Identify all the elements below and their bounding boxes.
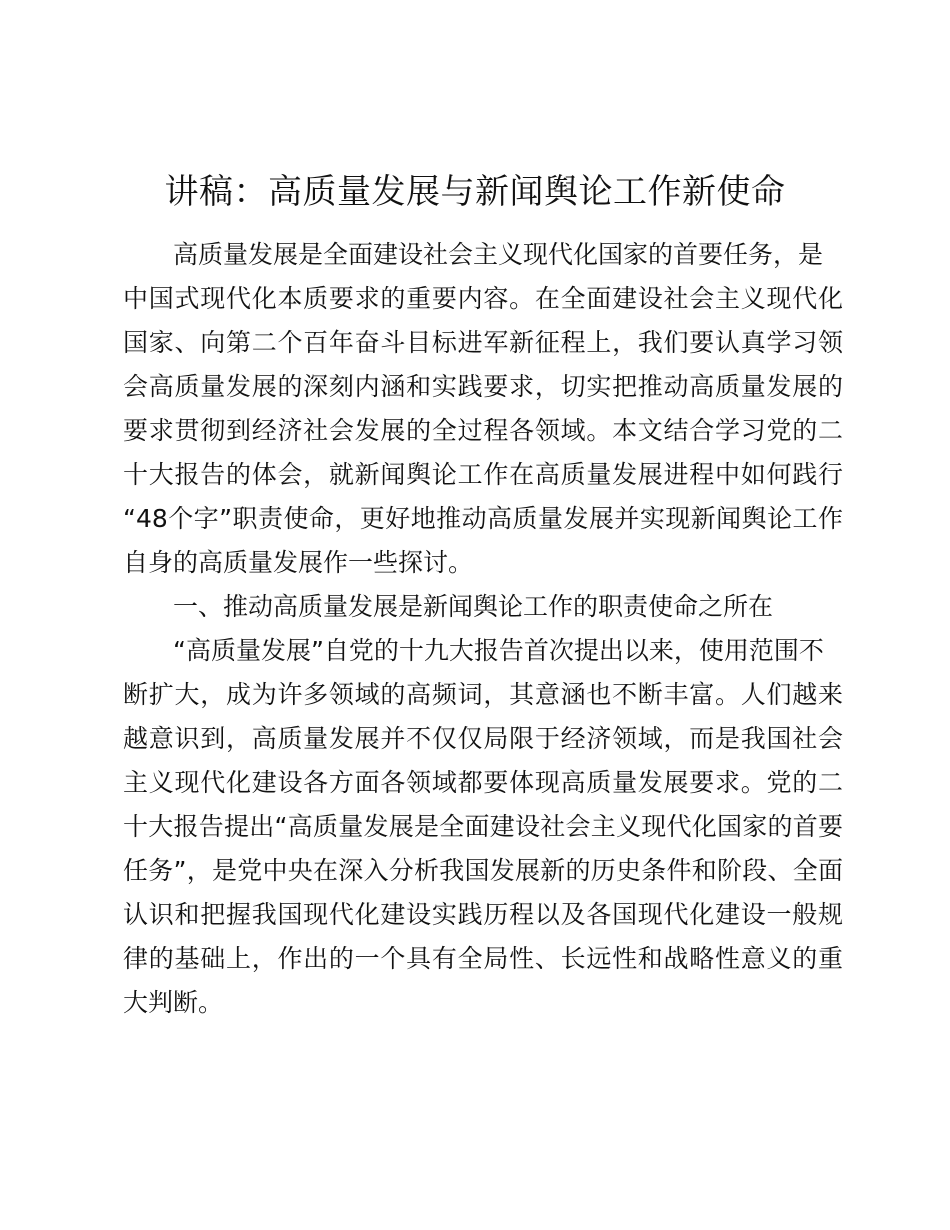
paragraph-line: 大判断。 [123, 988, 224, 1017]
paragraph-line: 十大报告的体会，就新闻舆论工作在高质量发展进程中如何践行 [123, 460, 843, 489]
paragraph-line: 十大报告提出“高质量发展是全面建设社会主义现代化国家的首要 [123, 812, 843, 841]
paragraph-line: 越意识到，高质量发展并不仅仅局限于经济领域，而是我国社会 [123, 724, 843, 753]
paragraph-line: 律的基础上，作出的一个具有全局性、长远性和战略性意义的重 [123, 944, 843, 973]
document-title: 讲稿：高质量发展与新闻舆论工作新使命 [164, 172, 786, 212]
paragraph-line: 任务”，是党中央在深入分析我国发展新的历史条件和阶段、全面 [123, 856, 843, 885]
paragraph-line: “48个字”职责使命，更好地推动高质量发展并实现新闻舆论工作 [123, 504, 843, 533]
paragraph-line: 中国式现代化本质要求的重要内容。在全面建设社会主义现代化 [123, 284, 843, 313]
paragraph-line: 高质量发展是全面建设社会主义现代化国家的首要任务，是 [173, 240, 824, 269]
paragraph-line: 自身的高质量发展作一些探讨。 [123, 548, 474, 577]
paragraph-line: 断扩大，成为许多领域的高频词，其意涵也不断丰富。人们越来 [123, 680, 843, 709]
paragraph-line: 国家、向第二个百年奋斗目标进军新征程上，我们要认真学习领 [123, 328, 843, 357]
paragraph-line: 主义现代化建设各方面各领域都要体现高质量发展要求。党的二 [123, 768, 843, 797]
section-heading: 一、推动高质量发展是新闻舆论工作的职责使命之所在 [173, 592, 774, 621]
paragraph-line: “高质量发展”自党的十九大报告首次提出以来，使用范围不 [173, 636, 824, 665]
paragraph-line: 会高质量发展的深刻内涵和实践要求，切实把推动高质量发展的 [123, 372, 843, 401]
paragraph-line: 要求贯彻到经济社会发展的全过程各领域。本文结合学习党的二 [123, 416, 843, 445]
paragraph-line: 认识和把握我国现代化建设实践历程以及各国现代化建设一般规 [123, 900, 843, 929]
